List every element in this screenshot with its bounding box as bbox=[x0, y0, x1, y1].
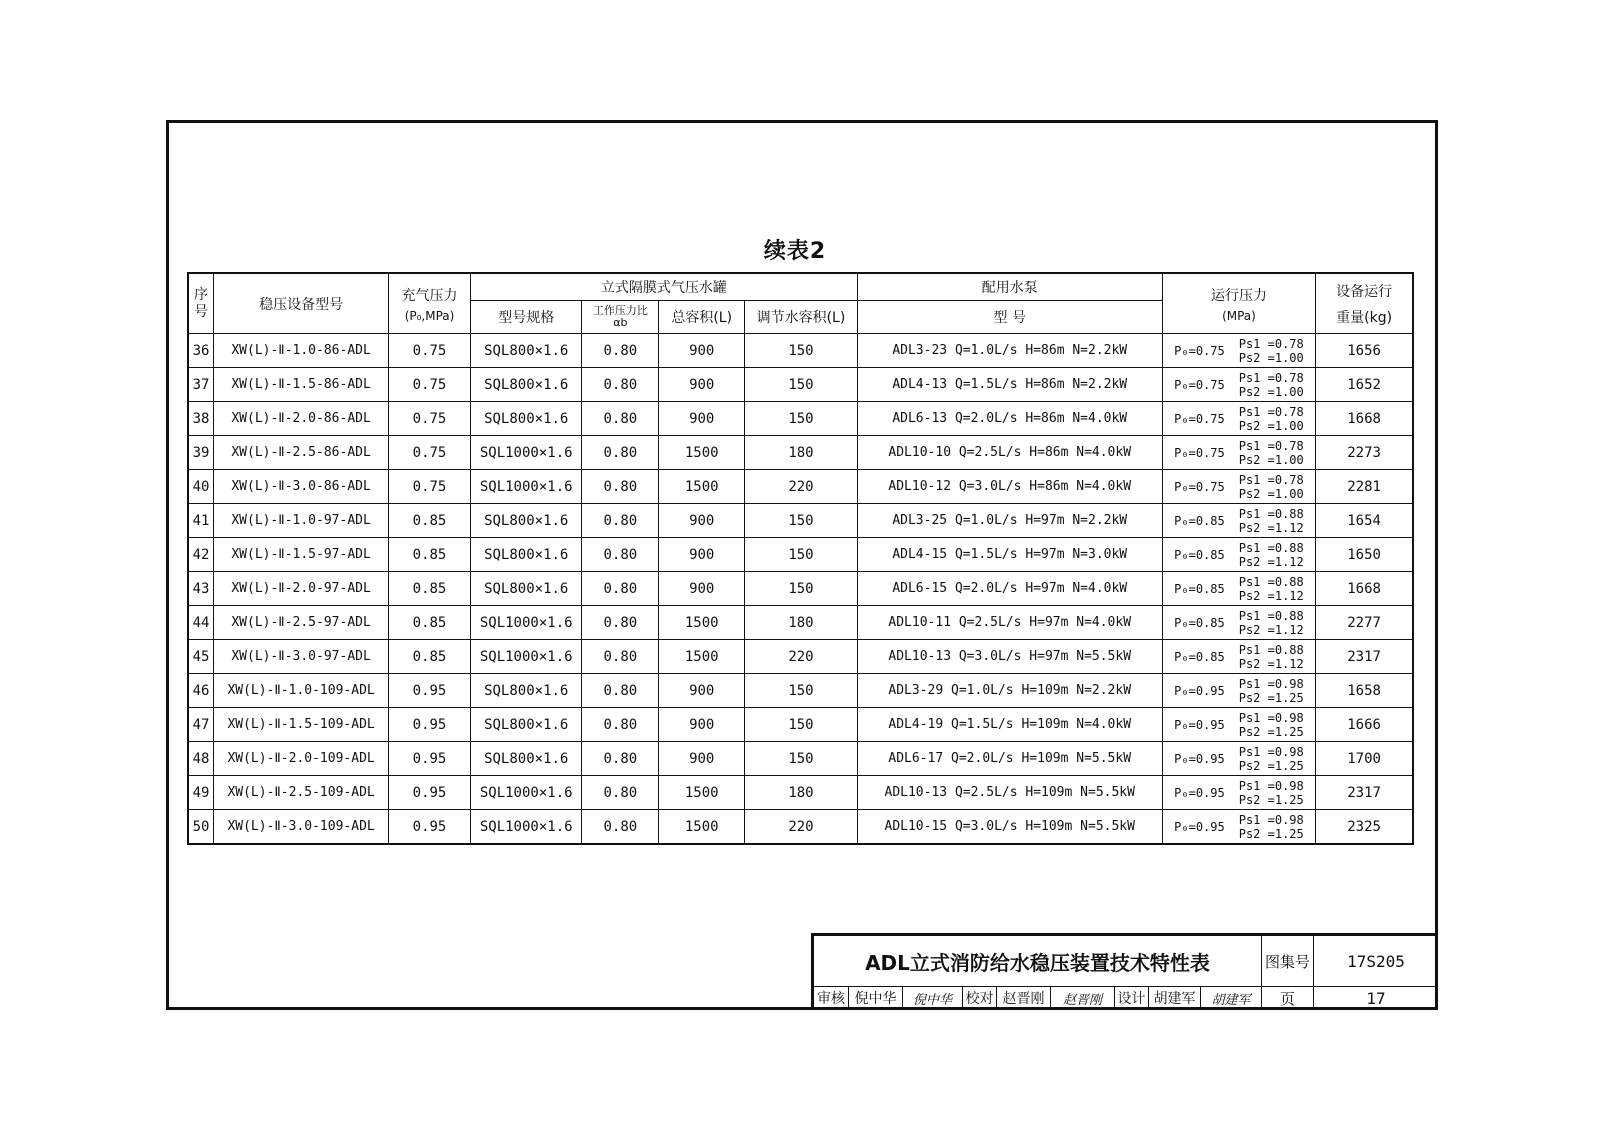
check-label: 校对 bbox=[962, 986, 996, 1010]
run-pressure-ps1: Ps1 =0.78 bbox=[1238, 438, 1304, 453]
cell-tank-ratio: 0.80 bbox=[582, 402, 659, 436]
cell-tank-total: 900 bbox=[659, 334, 745, 368]
cell-tank-adjust: 150 bbox=[745, 538, 858, 572]
cell-run-pressure bbox=[1162, 708, 1316, 742]
cell-weight: 1650 bbox=[1316, 538, 1413, 572]
run-pressure-ps2: Ps2 =1.25 bbox=[1238, 724, 1304, 739]
run-pressure-p0: P₀=0.95 bbox=[1174, 785, 1225, 800]
cell-weight: 2273 bbox=[1316, 436, 1413, 470]
header-tank-adjust: 调节水容积(L) bbox=[745, 301, 858, 334]
cell-pump-model: ADL6-17 Q=2.0L/s H=109m N=5.5kW bbox=[857, 742, 1162, 776]
cell-weight: 2317 bbox=[1316, 640, 1413, 674]
run-pressure-group bbox=[1163, 371, 1316, 399]
run-pressure-ps1: Ps1 =0.88 bbox=[1238, 506, 1304, 521]
cell-tank-total: 1500 bbox=[659, 776, 745, 810]
reviewer-signature: 倪中华 bbox=[902, 986, 962, 1010]
cell-pump-model: ADL6-15 Q=2.0L/s H=97m N=4.0kW bbox=[857, 572, 1162, 606]
run-pressure-ps2: Ps2 =1.00 bbox=[1238, 384, 1304, 399]
cell-tank-spec: SQL800×1.6 bbox=[470, 742, 582, 776]
run-pressure-group bbox=[1163, 405, 1316, 433]
cell-tank-total: 900 bbox=[659, 402, 745, 436]
cell-run-pressure bbox=[1162, 402, 1316, 436]
cell-seq: 49 bbox=[188, 776, 214, 810]
run-pressure-ps2: Ps2 =1.25 bbox=[1238, 826, 1304, 841]
cell-pump-model: ADL6-13 Q=2.0L/s H=86m N=4.0kW bbox=[857, 402, 1162, 436]
cell-tank-spec: SQL800×1.6 bbox=[470, 334, 582, 368]
cell-weight: 1656 bbox=[1316, 334, 1413, 368]
cell-charge-pressure: 0.95 bbox=[389, 708, 471, 742]
header-tank-ratio-label: 工作压力比 bbox=[592, 304, 648, 317]
run-pressure-p0: P₀=0.75 bbox=[1174, 411, 1225, 426]
header-run-unit: (MPa) bbox=[1222, 308, 1256, 323]
checker-signature: 赵晋刚 bbox=[1050, 986, 1114, 1010]
cell-weight: 1666 bbox=[1316, 708, 1413, 742]
run-pressure-ps bbox=[1239, 643, 1304, 671]
run-pressure-ps2: Ps2 =1.25 bbox=[1238, 792, 1304, 807]
review-label: 审核 bbox=[817, 991, 845, 1007]
cell-weight: 1668 bbox=[1316, 572, 1413, 606]
cell-tank-ratio: 0.80 bbox=[582, 368, 659, 402]
cell-tank-total: 1500 bbox=[659, 640, 745, 674]
run-pressure-p0: P₀=0.85 bbox=[1174, 513, 1225, 528]
cell-tank-ratio: 0.80 bbox=[582, 334, 659, 368]
header-tank-ratio-symbol: αb bbox=[613, 316, 628, 329]
cell-charge-pressure: 0.95 bbox=[389, 776, 471, 810]
table-row bbox=[188, 640, 1413, 674]
cell-tank-spec: SQL1000×1.6 bbox=[470, 810, 582, 845]
cell-run-pressure bbox=[1162, 810, 1316, 845]
cell-run-pressure bbox=[1162, 776, 1316, 810]
cell-charge-pressure: 0.75 bbox=[389, 470, 471, 504]
cell-run-pressure bbox=[1162, 470, 1316, 504]
cell-tank-total: 1500 bbox=[659, 436, 745, 470]
cell-weight: 2325 bbox=[1316, 810, 1413, 845]
run-pressure-group bbox=[1163, 643, 1316, 671]
cell-seq: 44 bbox=[188, 606, 214, 640]
run-pressure-ps1: Ps1 =0.98 bbox=[1238, 710, 1304, 725]
cell-run-pressure bbox=[1162, 368, 1316, 402]
cell-model: XW(L)-Ⅱ-1.5-97-ADL bbox=[214, 538, 389, 572]
cell-charge-pressure: 0.85 bbox=[389, 504, 471, 538]
header-weight bbox=[1316, 273, 1413, 334]
cell-tank-adjust: 180 bbox=[745, 606, 858, 640]
cell-pump-model: ADL4-13 Q=1.5L/s H=86m N=2.2kW bbox=[857, 368, 1162, 402]
run-pressure-ps1: Ps1 =0.88 bbox=[1238, 608, 1304, 623]
cell-seq: 36 bbox=[188, 334, 214, 368]
cell-seq: 46 bbox=[188, 674, 214, 708]
run-pressure-group bbox=[1163, 541, 1316, 569]
cell-tank-ratio: 0.80 bbox=[582, 810, 659, 845]
run-pressure-ps1: Ps1 =0.78 bbox=[1238, 336, 1304, 351]
run-pressure-ps1: Ps1 =0.98 bbox=[1238, 744, 1304, 759]
run-pressure-ps1: Ps1 =0.88 bbox=[1238, 540, 1304, 555]
cell-pump-model: ADL3-29 Q=1.0L/s H=109m N=2.2kW bbox=[857, 674, 1162, 708]
cell-seq: 43 bbox=[188, 572, 214, 606]
header-model: 稳压设备型号 bbox=[214, 273, 389, 334]
run-pressure-ps2: Ps2 =1.00 bbox=[1238, 486, 1304, 501]
run-pressure-ps2: Ps2 =1.12 bbox=[1238, 588, 1304, 603]
cell-tank-adjust: 150 bbox=[745, 742, 858, 776]
run-pressure-ps2: Ps2 =1.00 bbox=[1238, 350, 1304, 365]
page-label: 页 bbox=[1261, 986, 1313, 1010]
cell-seq: 45 bbox=[188, 640, 214, 674]
cell-tank-adjust: 150 bbox=[745, 504, 858, 538]
cell-seq: 37 bbox=[188, 368, 214, 402]
atlas-number: 17S205 bbox=[1313, 936, 1438, 986]
cell-tank-adjust: 220 bbox=[745, 810, 858, 845]
cell-weight: 2281 bbox=[1316, 470, 1413, 504]
run-pressure-ps bbox=[1239, 711, 1304, 739]
cell-tank-total: 900 bbox=[659, 572, 745, 606]
table-row bbox=[188, 402, 1413, 436]
run-pressure-ps bbox=[1239, 609, 1304, 637]
cell-model: XW(L)-Ⅱ-3.0-86-ADL bbox=[214, 470, 389, 504]
run-pressure-p0: P₀=0.75 bbox=[1174, 377, 1225, 392]
cell-tank-spec: SQL800×1.6 bbox=[470, 674, 582, 708]
header-run-label: 运行压力 bbox=[1210, 287, 1267, 304]
run-pressure-ps bbox=[1239, 677, 1304, 705]
run-pressure-ps2: Ps2 =1.00 bbox=[1238, 418, 1304, 433]
cell-seq: 47 bbox=[188, 708, 214, 742]
cell-model: XW(L)-Ⅱ-2.0-97-ADL bbox=[214, 572, 389, 606]
cell-charge-pressure: 0.95 bbox=[389, 810, 471, 845]
run-pressure-ps bbox=[1239, 439, 1304, 467]
spec-table bbox=[187, 272, 1414, 845]
cell-tank-total: 900 bbox=[659, 368, 745, 402]
table-row bbox=[188, 776, 1413, 810]
cell-run-pressure bbox=[1162, 674, 1316, 708]
designer-signature: 胡建军 bbox=[1200, 986, 1261, 1010]
cell-tank-adjust: 180 bbox=[745, 436, 858, 470]
cell-run-pressure bbox=[1162, 640, 1316, 674]
designer-name: 胡建军 bbox=[1148, 986, 1200, 1010]
atlas-label: 图集号 bbox=[1261, 936, 1313, 986]
header-tank-ratio bbox=[582, 301, 659, 334]
cell-tank-spec: SQL800×1.6 bbox=[470, 538, 582, 572]
cell-tank-adjust: 150 bbox=[745, 674, 858, 708]
run-pressure-p0: P₀=0.85 bbox=[1174, 615, 1225, 630]
cell-charge-pressure: 0.85 bbox=[389, 572, 471, 606]
cell-tank-total: 900 bbox=[659, 742, 745, 776]
cell-weight: 1668 bbox=[1316, 402, 1413, 436]
cell-weight: 2317 bbox=[1316, 776, 1413, 810]
run-pressure-p0: P₀=0.85 bbox=[1174, 649, 1225, 664]
cell-tank-total: 900 bbox=[659, 674, 745, 708]
cell-pump-model: ADL3-23 Q=1.0L/s H=86m N=2.2kW bbox=[857, 334, 1162, 368]
cell-seq: 38 bbox=[188, 402, 214, 436]
table-row bbox=[188, 368, 1413, 402]
cell-tank-ratio: 0.80 bbox=[582, 504, 659, 538]
cell-pump-model: ADL4-15 Q=1.5L/s H=97m N=3.0kW bbox=[857, 538, 1162, 572]
cell-pump-model: ADL3-25 Q=1.0L/s H=97m N=2.2kW bbox=[857, 504, 1162, 538]
cell-model: XW(L)-Ⅱ-2.5-109-ADL bbox=[214, 776, 389, 810]
cell-pump-model: ADL10-13 Q=3.0L/s H=97m N=5.5kW bbox=[857, 640, 1162, 674]
run-pressure-ps2: Ps2 =1.00 bbox=[1238, 452, 1304, 467]
cell-run-pressure bbox=[1162, 334, 1316, 368]
cell-charge-pressure: 0.85 bbox=[389, 606, 471, 640]
run-pressure-ps2: Ps2 =1.12 bbox=[1238, 656, 1304, 671]
header-seq: 序号 bbox=[188, 273, 214, 334]
cell-model: XW(L)-Ⅱ-2.5-86-ADL bbox=[214, 436, 389, 470]
cell-pump-model: ADL10-12 Q=3.0L/s H=86m N=4.0kW bbox=[857, 470, 1162, 504]
run-pressure-group bbox=[1163, 473, 1316, 501]
run-pressure-group bbox=[1163, 439, 1316, 467]
cell-tank-total: 900 bbox=[659, 538, 745, 572]
cell-run-pressure bbox=[1162, 436, 1316, 470]
run-pressure-p0: P₀=0.75 bbox=[1174, 479, 1225, 494]
table-title: 续表2 bbox=[763, 239, 827, 264]
run-pressure-group bbox=[1163, 507, 1316, 535]
header-pump: 配用水泵 bbox=[857, 273, 1162, 301]
cell-seq: 41 bbox=[188, 504, 214, 538]
table-row bbox=[188, 538, 1413, 572]
run-pressure-ps bbox=[1239, 779, 1304, 807]
cell-pump-model: ADL10-13 Q=2.5L/s H=109m N=5.5kW bbox=[857, 776, 1162, 810]
cell-pump-model: ADL10-10 Q=2.5L/s H=86m N=4.0kW bbox=[857, 436, 1162, 470]
run-pressure-p0: P₀=0.85 bbox=[1174, 547, 1225, 562]
cell-tank-spec: SQL800×1.6 bbox=[470, 708, 582, 742]
table-row bbox=[188, 470, 1413, 504]
cell-tank-spec: SQL1000×1.6 bbox=[470, 436, 582, 470]
cell-tank-ratio: 0.80 bbox=[582, 742, 659, 776]
cell-seq: 39 bbox=[188, 436, 214, 470]
cell-tank-total: 900 bbox=[659, 708, 745, 742]
cell-pump-model: ADL10-15 Q=3.0L/s H=109m N=5.5kW bbox=[857, 810, 1162, 845]
cell-tank-spec: SQL800×1.6 bbox=[470, 572, 582, 606]
cell-charge-pressure: 0.85 bbox=[389, 640, 471, 674]
cell-tank-adjust: 150 bbox=[745, 572, 858, 606]
cell-seq: 42 bbox=[188, 538, 214, 572]
run-pressure-group bbox=[1163, 337, 1316, 365]
header-weight-unit: 重量(kg) bbox=[1336, 309, 1393, 326]
table-row bbox=[188, 708, 1413, 742]
cell-pump-model: ADL10-11 Q=2.5L/s H=97m N=4.0kW bbox=[857, 606, 1162, 640]
table-row bbox=[188, 436, 1413, 470]
run-pressure-ps2: Ps2 =1.12 bbox=[1238, 554, 1304, 569]
cell-tank-total: 1500 bbox=[659, 810, 745, 845]
header-tank: 立式隔膜式气压水罐 bbox=[470, 273, 857, 301]
cell-charge-pressure: 0.85 bbox=[389, 538, 471, 572]
cell-tank-total: 1500 bbox=[659, 606, 745, 640]
title-block-row-1 bbox=[814, 936, 1438, 987]
run-pressure-ps bbox=[1239, 473, 1304, 501]
run-pressure-group bbox=[1163, 745, 1316, 773]
cell-charge-pressure: 0.75 bbox=[389, 402, 471, 436]
cell-tank-total: 900 bbox=[659, 504, 745, 538]
cell-charge-pressure: 0.75 bbox=[389, 368, 471, 402]
run-pressure-ps2: Ps2 =1.25 bbox=[1238, 758, 1304, 773]
table-row bbox=[188, 674, 1413, 708]
run-pressure-group bbox=[1163, 609, 1316, 637]
run-pressure-ps1: Ps1 =0.78 bbox=[1238, 404, 1304, 419]
header-charge-unit: (P₀,MPa) bbox=[404, 308, 455, 323]
cell-model: XW(L)-Ⅱ-3.0-109-ADL bbox=[214, 810, 389, 845]
header-run bbox=[1162, 273, 1316, 334]
run-pressure-ps bbox=[1239, 541, 1304, 569]
table-row bbox=[188, 334, 1413, 368]
run-pressure-group bbox=[1163, 575, 1316, 603]
cell-tank-spec: SQL800×1.6 bbox=[470, 402, 582, 436]
cell-tank-spec: SQL1000×1.6 bbox=[470, 470, 582, 504]
drawing-title: ADL立式消防给水稳压装置技术特性表 bbox=[865, 950, 1210, 975]
cell-tank-ratio: 0.80 bbox=[582, 572, 659, 606]
cell-tank-adjust: 150 bbox=[745, 368, 858, 402]
header-tank-total: 总容积(L) bbox=[659, 301, 745, 334]
cell-model: XW(L)-Ⅱ-1.0-97-ADL bbox=[214, 504, 389, 538]
cell-tank-spec: SQL1000×1.6 bbox=[470, 606, 582, 640]
cell-charge-pressure: 0.95 bbox=[389, 674, 471, 708]
run-pressure-p0: P₀=0.85 bbox=[1174, 581, 1225, 596]
run-pressure-ps1: Ps1 =0.98 bbox=[1238, 812, 1304, 827]
cell-tank-adjust: 220 bbox=[745, 470, 858, 504]
title-block bbox=[811, 933, 1438, 1010]
cell-tank-ratio: 0.80 bbox=[582, 606, 659, 640]
cell-tank-ratio: 0.80 bbox=[582, 436, 659, 470]
run-pressure-ps2: Ps2 =1.12 bbox=[1238, 622, 1304, 637]
run-pressure-ps1: Ps1 =0.88 bbox=[1238, 574, 1304, 589]
cell-run-pressure bbox=[1162, 742, 1316, 776]
cell-tank-spec: SQL1000×1.6 bbox=[470, 640, 582, 674]
cell-tank-ratio: 0.80 bbox=[582, 674, 659, 708]
table-row bbox=[188, 742, 1413, 776]
header-charge bbox=[389, 273, 471, 334]
run-pressure-ps bbox=[1239, 337, 1304, 365]
cell-tank-adjust: 180 bbox=[745, 776, 858, 810]
cell-weight: 1652 bbox=[1316, 368, 1413, 402]
cell-weight: 1700 bbox=[1316, 742, 1413, 776]
cell-tank-spec: SQL800×1.6 bbox=[470, 368, 582, 402]
cell-weight: 2277 bbox=[1316, 606, 1413, 640]
cell-tank-ratio: 0.80 bbox=[582, 640, 659, 674]
run-pressure-ps1: Ps1 =0.78 bbox=[1238, 472, 1304, 487]
run-pressure-group bbox=[1163, 813, 1316, 841]
run-pressure-ps bbox=[1239, 745, 1304, 773]
header-tank-spec: 型号规格 bbox=[470, 301, 582, 334]
cell-seq: 40 bbox=[188, 470, 214, 504]
cell-model: XW(L)-Ⅱ-3.0-97-ADL bbox=[214, 640, 389, 674]
design-label: 设计 bbox=[1114, 986, 1148, 1010]
cell-tank-ratio: 0.80 bbox=[582, 776, 659, 810]
run-pressure-p0: P₀=0.75 bbox=[1174, 445, 1225, 460]
title-block-row-2 bbox=[814, 986, 1438, 1010]
table-row bbox=[188, 606, 1413, 640]
run-pressure-group bbox=[1163, 779, 1316, 807]
run-pressure-ps bbox=[1239, 371, 1304, 399]
cell-model: XW(L)-Ⅱ-2.0-86-ADL bbox=[214, 402, 389, 436]
run-pressure-ps1: Ps1 =0.88 bbox=[1238, 642, 1304, 657]
header-charge-label: 充气压力 bbox=[401, 287, 458, 304]
header-pump-model: 型 号 bbox=[857, 301, 1162, 334]
reviewer-name: 倪中华 bbox=[848, 986, 902, 1010]
page-number: 17 bbox=[1313, 986, 1438, 1010]
run-pressure-ps1: Ps1 =0.98 bbox=[1238, 676, 1304, 691]
run-pressure-ps bbox=[1239, 405, 1304, 433]
cell-tank-adjust: 150 bbox=[745, 402, 858, 436]
cell-charge-pressure: 0.75 bbox=[389, 436, 471, 470]
cell-run-pressure bbox=[1162, 606, 1316, 640]
cell-tank-adjust: 220 bbox=[745, 640, 858, 674]
cell-run-pressure bbox=[1162, 538, 1316, 572]
run-pressure-ps bbox=[1239, 575, 1304, 603]
cell-seq: 48 bbox=[188, 742, 214, 776]
run-pressure-ps bbox=[1239, 507, 1304, 535]
cell-weight: 1658 bbox=[1316, 674, 1413, 708]
cell-tank-spec: SQL1000×1.6 bbox=[470, 776, 582, 810]
checker-name: 赵晋刚 bbox=[996, 986, 1050, 1010]
run-pressure-p0: P₀=0.95 bbox=[1174, 683, 1225, 698]
run-pressure-p0: P₀=0.95 bbox=[1174, 717, 1225, 732]
cell-tank-adjust: 150 bbox=[745, 334, 858, 368]
run-pressure-group bbox=[1163, 711, 1316, 739]
run-pressure-group bbox=[1163, 677, 1316, 705]
cell-model: XW(L)-Ⅱ-1.0-86-ADL bbox=[214, 334, 389, 368]
cell-tank-ratio: 0.80 bbox=[582, 708, 659, 742]
table-row bbox=[188, 810, 1413, 845]
cell-weight: 1654 bbox=[1316, 504, 1413, 538]
table-row bbox=[188, 504, 1413, 538]
cell-model: XW(L)-Ⅱ-2.5-97-ADL bbox=[214, 606, 389, 640]
cell-tank-adjust: 150 bbox=[745, 708, 858, 742]
cell-model: XW(L)-Ⅱ-1.5-109-ADL bbox=[214, 708, 389, 742]
cell-pump-model: ADL4-19 Q=1.5L/s H=109m N=4.0kW bbox=[857, 708, 1162, 742]
cell-tank-spec: SQL800×1.6 bbox=[470, 504, 582, 538]
cell-model: XW(L)-Ⅱ-2.0-109-ADL bbox=[214, 742, 389, 776]
cell-tank-ratio: 0.80 bbox=[582, 470, 659, 504]
run-pressure-ps1: Ps1 =0.98 bbox=[1238, 778, 1304, 793]
cell-tank-ratio: 0.80 bbox=[582, 538, 659, 572]
cell-run-pressure bbox=[1162, 504, 1316, 538]
run-pressure-ps2: Ps2 =1.25 bbox=[1238, 690, 1304, 705]
cell-charge-pressure: 0.75 bbox=[389, 334, 471, 368]
cell-tank-total: 1500 bbox=[659, 470, 745, 504]
run-pressure-p0: P₀=0.95 bbox=[1174, 751, 1225, 766]
cell-model: XW(L)-Ⅱ-1.5-86-ADL bbox=[214, 368, 389, 402]
run-pressure-ps2: Ps2 =1.12 bbox=[1238, 520, 1304, 535]
table-row bbox=[188, 572, 1413, 606]
header-weight-label: 设备运行 bbox=[1336, 283, 1393, 300]
run-pressure-ps1: Ps1 =0.78 bbox=[1238, 370, 1304, 385]
run-pressure-p0: P₀=0.75 bbox=[1174, 343, 1225, 358]
run-pressure-p0: P₀=0.95 bbox=[1174, 819, 1225, 834]
cell-run-pressure bbox=[1162, 572, 1316, 606]
cell-model: XW(L)-Ⅱ-1.0-109-ADL bbox=[214, 674, 389, 708]
cell-seq: 50 bbox=[188, 810, 214, 845]
run-pressure-ps bbox=[1239, 813, 1304, 841]
cell-charge-pressure: 0.95 bbox=[389, 742, 471, 776]
